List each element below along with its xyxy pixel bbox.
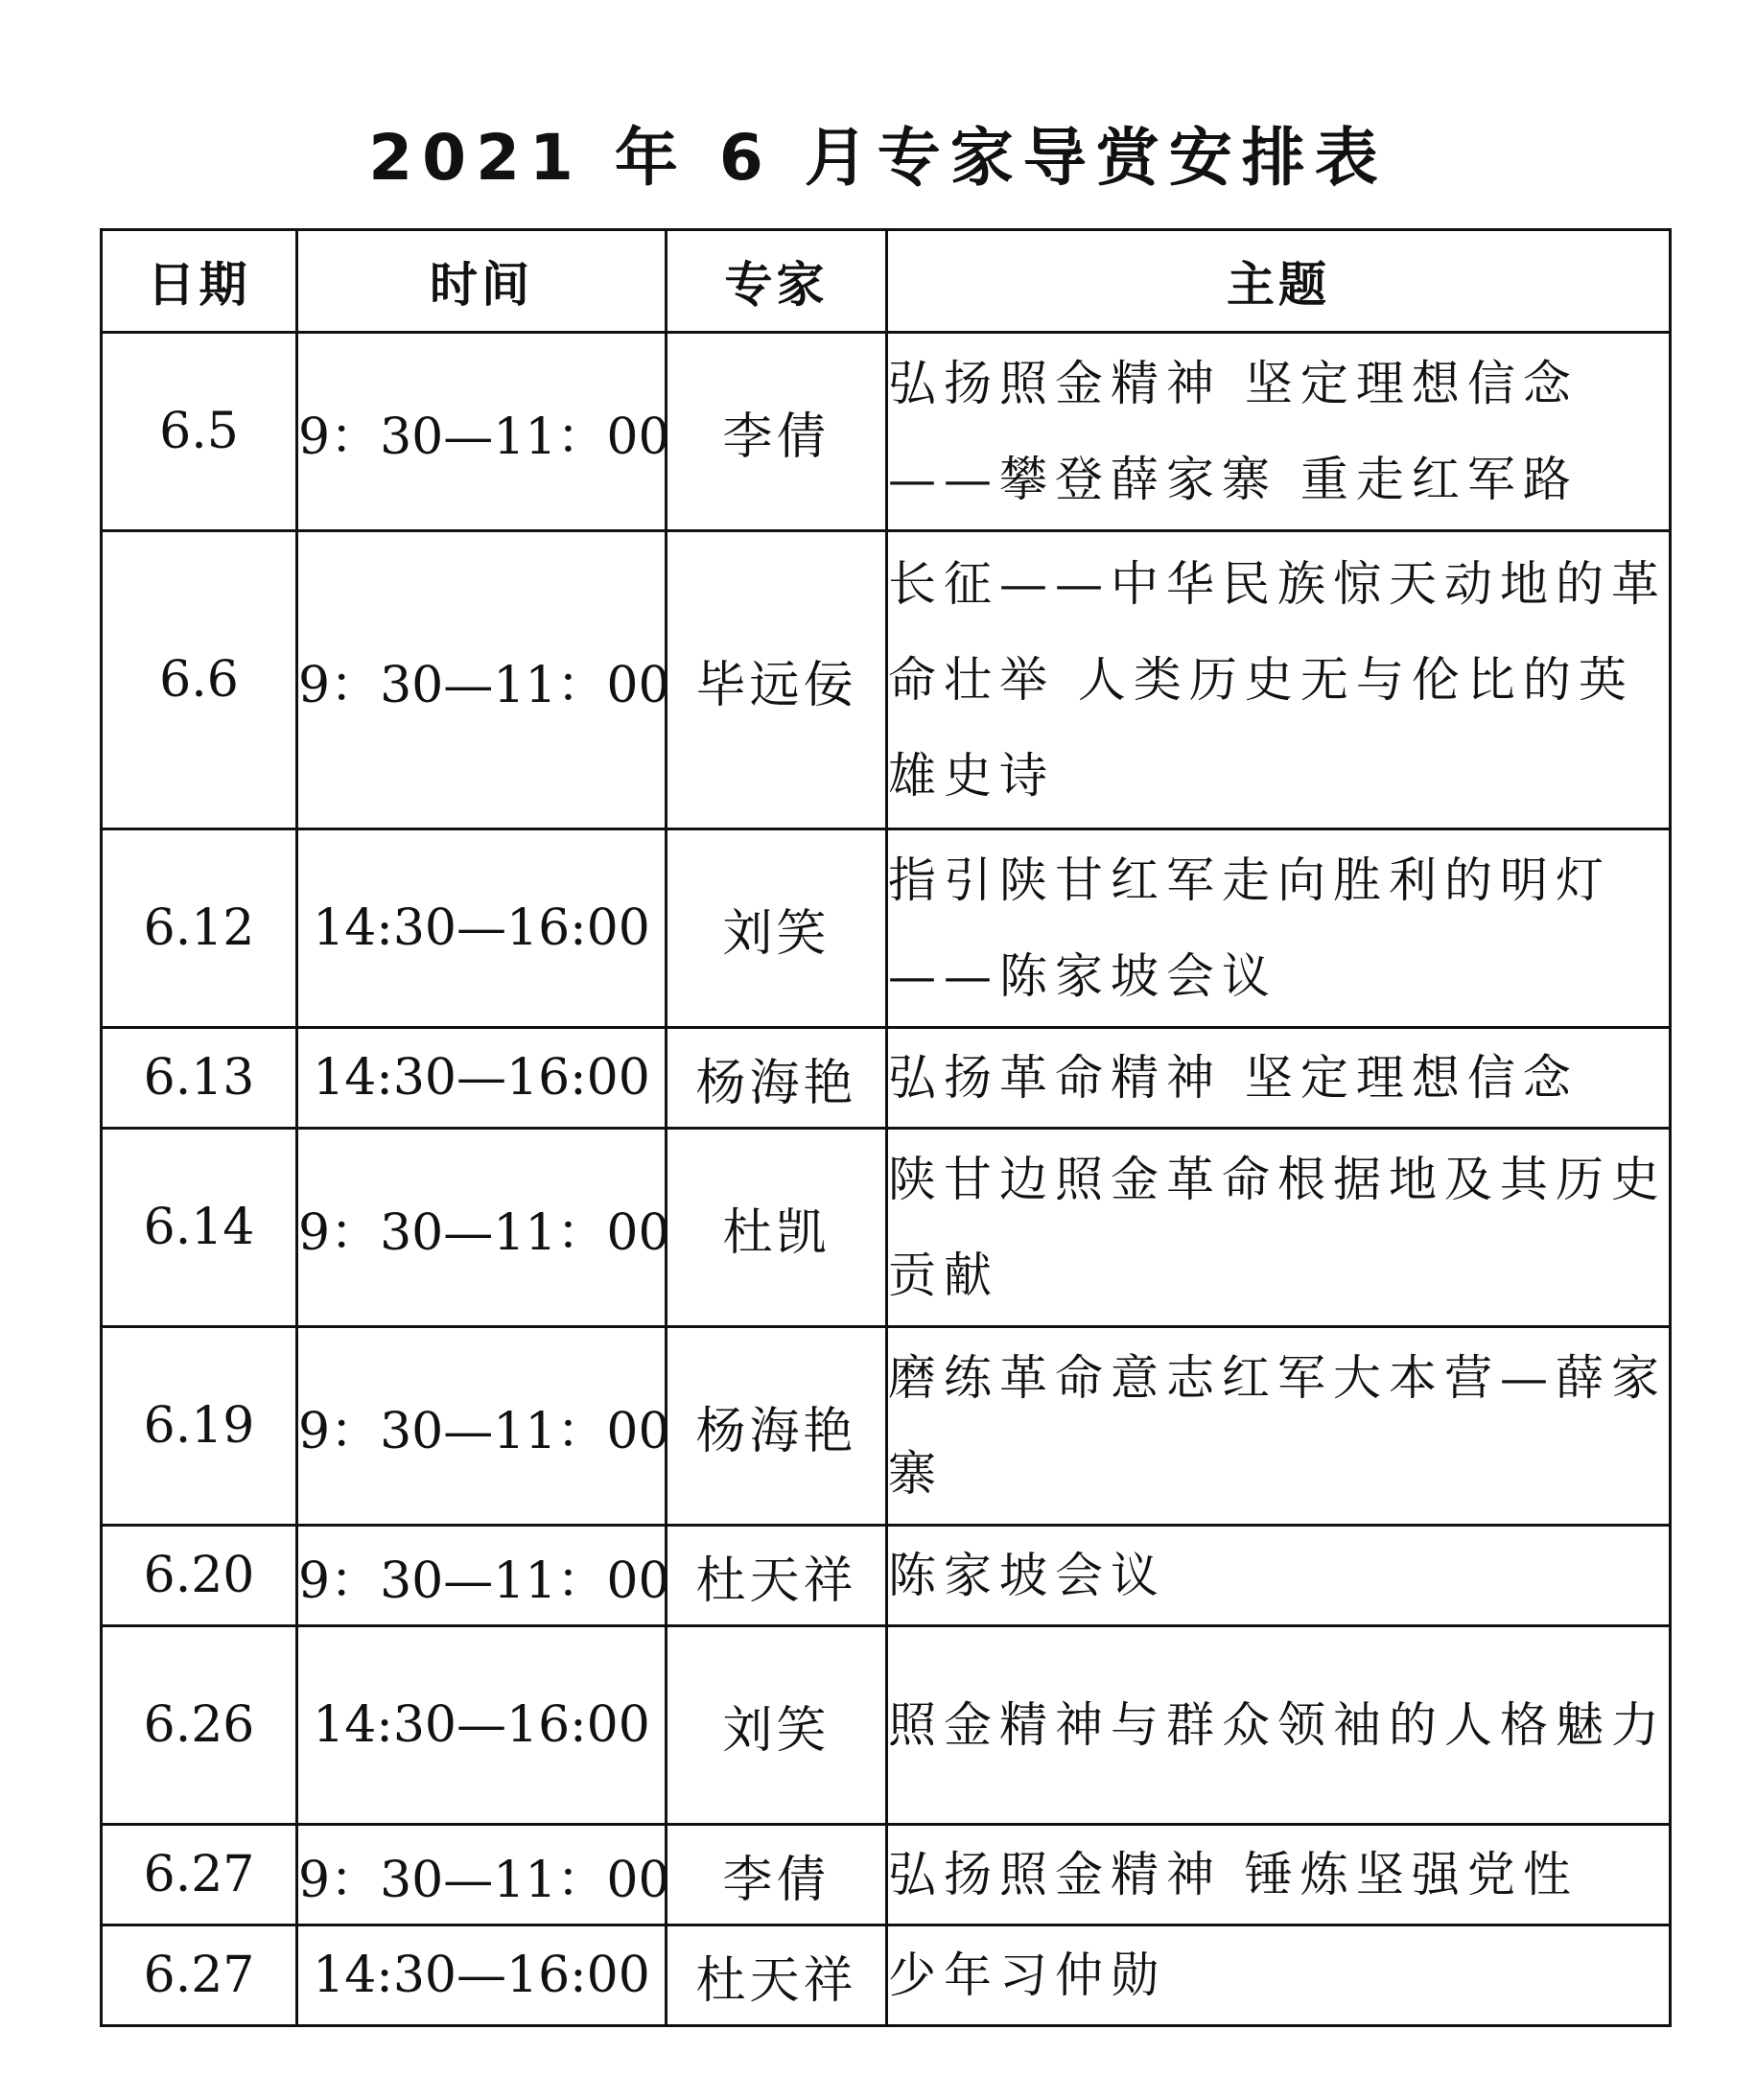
- time-cell: 9：30—11：00: [297, 1327, 667, 1526]
- topic-cell: 弘扬照金精神 锤炼坚强党性: [887, 1825, 1671, 1925]
- table-row: [102, 1028, 1671, 1129]
- table-row: [102, 1626, 1671, 1825]
- time-cell: 9：30—11：00: [297, 333, 667, 531]
- date-cell: 6.19: [102, 1327, 297, 1526]
- header-date: 日期: [102, 230, 297, 333]
- date-cell: 6.5: [102, 333, 297, 531]
- time-cell: 9：30—11：00: [297, 1129, 667, 1327]
- expert-cell: 杜凯: [667, 1129, 887, 1327]
- date-cell: 6.13: [102, 1028, 297, 1129]
- date-cell: 6.20: [102, 1526, 297, 1626]
- date-cell: 6.12: [102, 829, 297, 1028]
- table-row: [102, 1925, 1671, 2026]
- date-cell: 6.6: [102, 531, 297, 829]
- schedule-table: [100, 228, 1672, 2027]
- date-cell: 6.27: [102, 1925, 297, 2026]
- header-row: [102, 230, 1671, 333]
- table-row: [102, 829, 1671, 1028]
- topic-cell: 照金精神与群众领袖的人格魅力: [887, 1626, 1671, 1825]
- time-cell: 9：30—11：00: [297, 531, 667, 829]
- expert-cell: 杨海艳: [667, 1028, 887, 1129]
- table-row: [102, 1825, 1671, 1925]
- expert-cell: 毕远佞: [667, 531, 887, 829]
- topic-cell: 陕甘边照金革命根据地及其历史贡献: [887, 1129, 1671, 1327]
- expert-cell: 李倩: [667, 333, 887, 531]
- topic-cell: 陈家坡会议: [887, 1526, 1671, 1626]
- header-topic: 主题: [887, 230, 1671, 333]
- date-cell: 6.27: [102, 1825, 297, 1925]
- table-row: [102, 531, 1671, 829]
- expert-cell: 杜天祥: [667, 1526, 887, 1626]
- header-time: 时间: [297, 230, 667, 333]
- time-cell: 14:30—16:00: [297, 1626, 667, 1825]
- date-cell: 6.14: [102, 1129, 297, 1327]
- date-cell: 6.26: [102, 1626, 297, 1825]
- time-cell: 9：30—11：00: [297, 1825, 667, 1925]
- expert-cell: 杨海艳: [667, 1327, 887, 1526]
- topic-cell: 磨练革命意志红军大本营—薛家寨: [887, 1327, 1671, 1526]
- table-row: [102, 333, 1671, 531]
- topic-cell: 长征——中华民族惊天动地的革命壮举 人类历史无与伦比的英雄史诗: [887, 531, 1671, 829]
- expert-cell: 刘笑: [667, 829, 887, 1028]
- page-title: 2021 年 6 月专家导赏安排表: [368, 121, 1388, 195]
- expert-cell: 刘笑: [667, 1626, 887, 1825]
- header-expert: 专家: [667, 230, 887, 333]
- topic-cell: 弘扬革命精神 坚定理想信念: [887, 1028, 1671, 1129]
- expert-cell: 杜天祥: [667, 1925, 887, 2026]
- time-cell: 14:30—16:00: [297, 1925, 667, 2026]
- table-row: [102, 1327, 1671, 1526]
- time-cell: 14:30—16:00: [297, 829, 667, 1028]
- topic-cell: 弘扬照金精神 坚定理想信念——攀登薛家寨 重走红军路: [887, 333, 1671, 531]
- table-row: [102, 1526, 1671, 1626]
- topic-cell: 指引陕甘红军走向胜利的明灯——陈家坡会议: [887, 829, 1671, 1028]
- topic-cell: 少年习仲勋: [887, 1925, 1671, 2026]
- time-cell: 9：30—11：00: [297, 1526, 667, 1626]
- time-cell: 14:30—16:00: [297, 1028, 667, 1129]
- expert-cell: 李倩: [667, 1825, 887, 1925]
- table-row: [102, 1129, 1671, 1327]
